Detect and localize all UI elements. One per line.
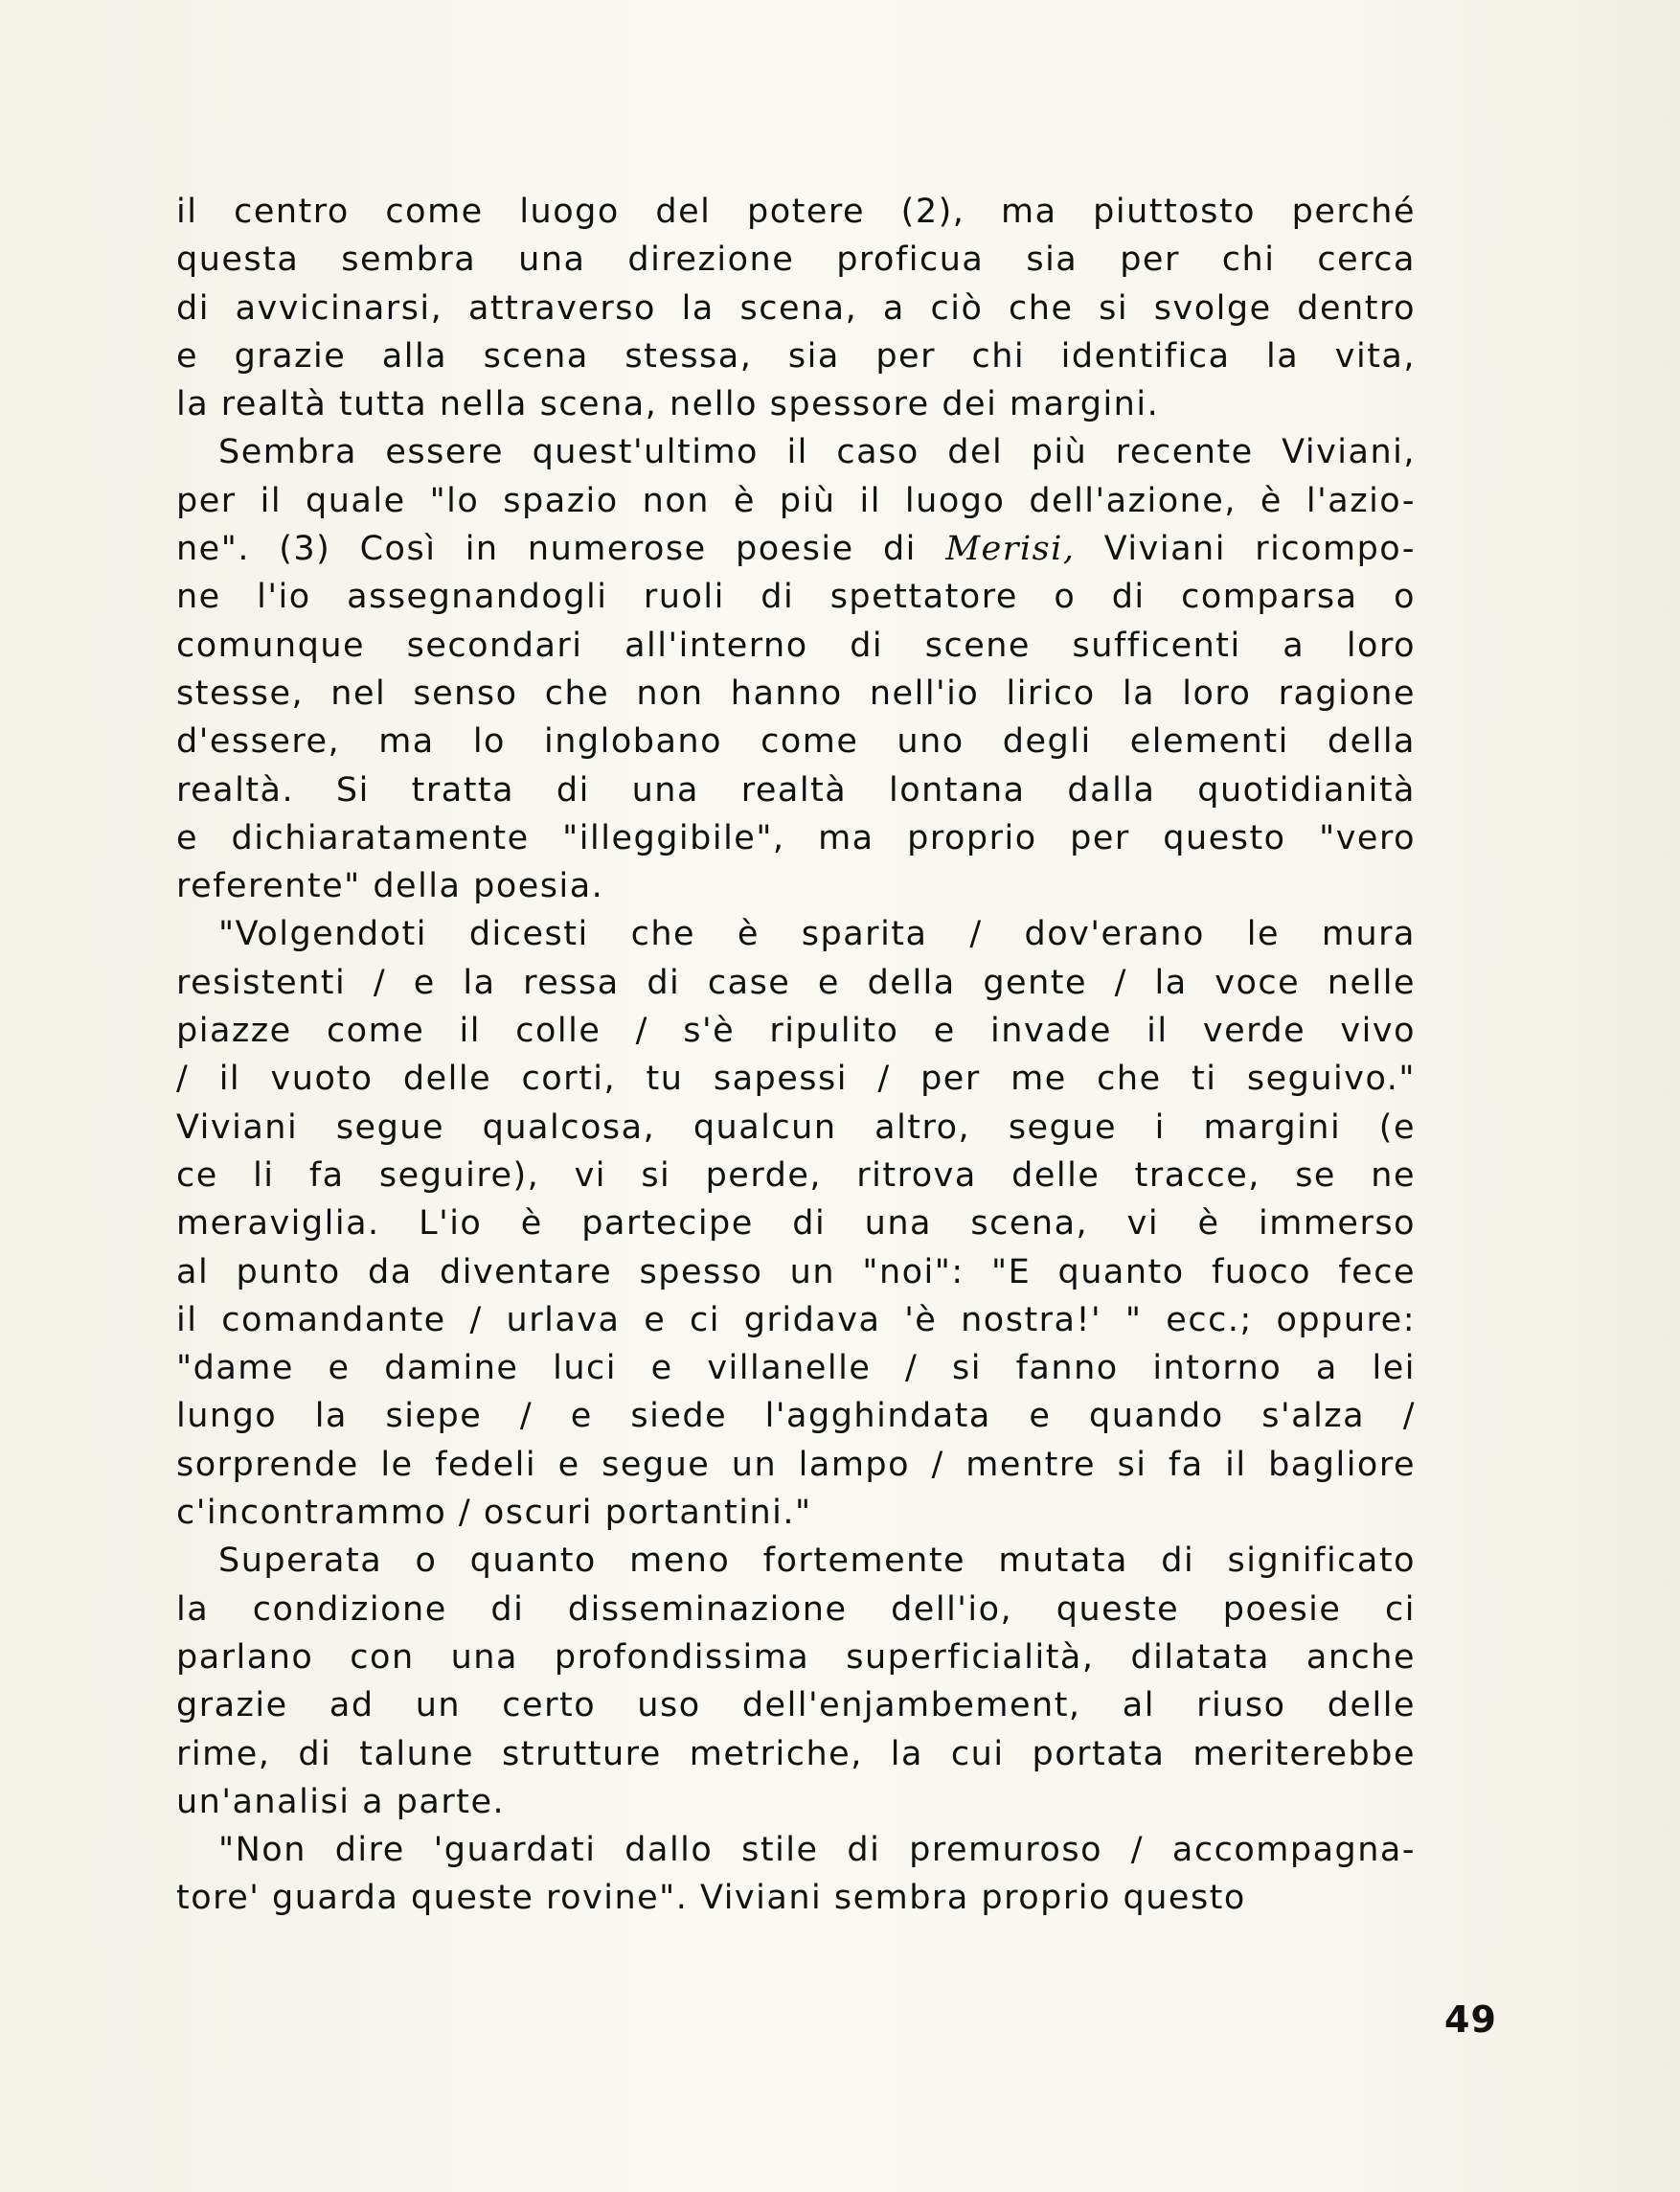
- body-text: [176, 188, 1416, 1923]
- text-line: grazie ad un certo uso dell'enjambement, al riuso delle: [176, 1686, 1416, 1725]
- text-line: comunque secondari all'interno di scene sufficenti a loro: [176, 626, 1416, 665]
- text-line: tore' guarda queste rovine". Viviani sembra proprio questo: [176, 1879, 1246, 1918]
- text-line: [176, 525, 1416, 573]
- text-line: Sembra essere quest'ultimo il caso del più recente Viviani,: [218, 433, 1416, 472]
- text-line: resistenti / e la ressa di case e della gente / la voce nelle: [176, 963, 1416, 1002]
- text-line: questa sembra una direzione proficua sia per chi cerca: [176, 240, 1416, 280]
- text-line: realtà. Si tratta di una realtà lontana dalla quotidianità: [176, 770, 1416, 810]
- text-line: la condizione di disseminazione dell'io, queste poesie ci: [176, 1589, 1416, 1629]
- page-number: 49: [1444, 1998, 1497, 2041]
- text-line: d'essere, ma lo inglobano come uno degli elementi della: [176, 722, 1416, 762]
- text-line: il centro come luogo del potere (2), ma piuttosto perché: [176, 193, 1416, 231]
- text-line: il comandante / urlava e ci gridava 'è nostra!' " ecc.; oppure:: [176, 1300, 1416, 1339]
- text-line: parlano con una profondissima superficialità, dilatata anche: [176, 1637, 1416, 1677]
- text-line: al punto da diventare spesso un "noi": "E quanto fuoco fece: [176, 1252, 1416, 1291]
- text-line: Superata o quanto meno fortemente mutata di significato: [218, 1541, 1416, 1581]
- text-line: sorprende le fedeli e segue un lampo / mentre si fa il bagliore: [176, 1445, 1416, 1484]
- text-line: ne l'io assegnandogli ruoli di spettatore o di comparsa o: [176, 578, 1416, 617]
- text-line: Viviani segue qualcosa, qualcun altro, segue i margini (e: [176, 1107, 1416, 1147]
- text-line: c'incontrammo / oscuri portantini.": [176, 1494, 812, 1533]
- text-line: la realtà tutta nella scena, nello spessore dei margini.: [176, 385, 1160, 424]
- text-run: Viviani ricompo-: [1075, 530, 1416, 569]
- text-run: ne". (3) Così in numerose poesie di: [176, 530, 946, 569]
- text-line: per il quale "lo spazio non è più il luogo dell'azione, è l'azio-: [176, 481, 1416, 520]
- text-line: rime, di talune strutture metriche, la cui portata meriterebbe: [176, 1734, 1416, 1773]
- text-line: "dame e damine luci e villanelle / si fanno intorno a lei: [176, 1349, 1416, 1388]
- text-line: di avvicinarsi, attraverso la scena, a ciò che si svolge dentro: [176, 288, 1416, 328]
- text-line: meraviglia. L'io è partecipe di una scena, vi è immerso: [176, 1204, 1416, 1244]
- text-line: stesse, nel senso che non hanno nell'io lirico la loro ragione: [176, 674, 1416, 713]
- text-line: "Volgendoti dicesti che è sparita / dov'erano le mura: [218, 915, 1416, 954]
- text-line: "Non dire 'guardati dallo stile di premuroso / accompagna-: [218, 1831, 1416, 1870]
- text-line: e grazie alla scena stessa, sia per chi identifica la vita,: [176, 336, 1416, 376]
- text-line: ce li fa seguire), vi si perde, ritrova delle tracce, se ne: [176, 1155, 1416, 1195]
- text-line: piazze come il colle / s'è ripulito e invade il verde vivo: [176, 1012, 1416, 1051]
- text-line: lungo la siepe / e siede l'agghindata e quando s'alza /: [176, 1397, 1416, 1436]
- book-title: Merisi,: [945, 530, 1076, 569]
- text-line: / il vuoto delle corti, tu sapessi / per me che ti seguivo.": [176, 1060, 1416, 1099]
- text-line: referente" della poesia.: [176, 867, 604, 906]
- text-line: un'analisi a parte.: [176, 1782, 506, 1821]
- text-line: e dichiaratamente "illeggibile", ma proprio per questo "vero: [176, 818, 1416, 857]
